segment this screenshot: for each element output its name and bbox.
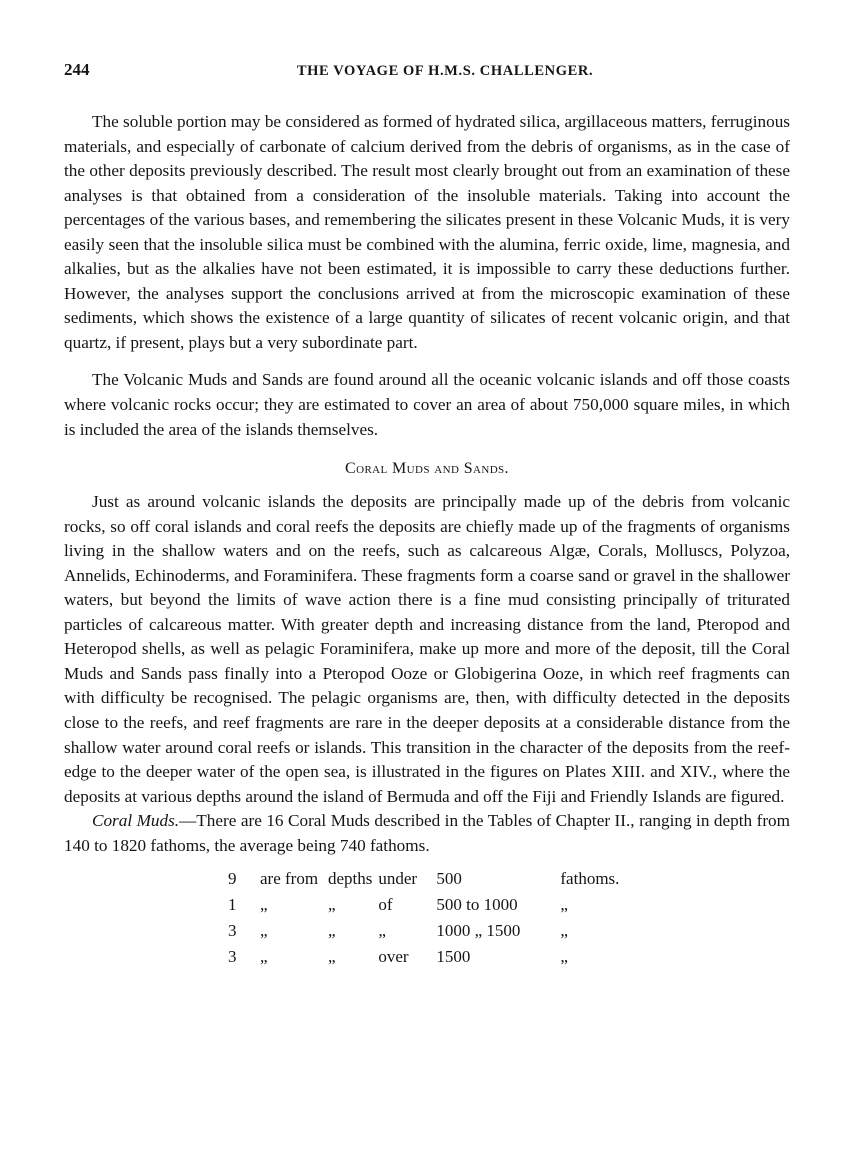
row-unit: „ (560, 921, 568, 941)
row-range: 500 (436, 869, 462, 889)
row-ditto-depths: depths (328, 869, 373, 889)
row-relation: of (378, 895, 393, 915)
table-row (228, 944, 626, 970)
paragraph-soluble-portion: The soluble portion may be considered as formed of hydrated silica, argillaceous matters, ferruginous materials, and especially of carbonate of calcium derived from the debris of organisms, as in the case of the other deposits previously described. The result most clearly brought out from an examination of these analyses is that obtained from a consideration of the insoluble materials. Taking into account the percentages of the various bases, and remembering the silicates present in these Volcanic Muds, it is very easily seen that the insoluble silica must be combined with the alumina, ferric oxide, lime, magnesia, and alkalies, but as the alkalies have not been estimated, it is impossible to carry these deductions further. However, the analyses support the conclusions arrived at from the microscopic examination of these sediments, which shows the existence of a large quantity of silicates of recent volcanic origin, and that quartz, if present, plays but a very subordinate part. (64, 112, 790, 352)
running-head: THE VOYAGE OF H.M.S. CHALLENGER. (296, 63, 594, 79)
coral-muds-subhead: Coral Muds. (92, 811, 180, 831)
section-heading-coral-muds: Coral Muds and Sands. (345, 460, 509, 478)
paragraph-volcanic-muds-distribution: The Volcanic Muds and Sands are found around all the oceanic volcanic islands and off those coasts where volcanic rocks occur; they are estimated to cover an area of about 750,000 square miles, in which is included the area of the islands themselves. (64, 370, 790, 439)
table-row (228, 918, 626, 944)
paragraph-coral-deposits: Just as around volcanic islands the deposits are principally made up of the debris from volcanic rocks, so off coral islands and coral reefs the deposits are chiefly made up of the fragments of organisms living in the shallow waters and on the reefs, such as calcareous Algæ, Corals, Molluscs, Polyzoa, Annelids, Echinoderms, and Foraminifera. These fragments form a coarse sand or gravel in the shallower waters, but beyond the limits of wave action there is a fine mud consisting principally of triturated particles of calcareous matter. With greater depth and increasing distance from the land, Pteropod and Heteropod shells, as well as pelagic Foraminifera, make up more and more of the deposit, till the Coral Muds and Sands pass finally into a Pteropod Ooze or Globigerina Ooze, in which reef fragments can with difficulty be recognised. The pelagic organisms are, then, with difficulty detected in the deposits close to the reefs, and reef fragments are rare in the deeper deposits at a considerable distance from the shallow water around coral reefs or islands. This transition in the character of the deposits from the reef-edge to the deeper water of the open sea, is illustrated in the figures on Plates XIII. and XIV., where the deposits at various depths around the island of Bermuda and off the Fiji and Friendly Islands are figured. (64, 492, 790, 806)
row-ditto-from: „ (260, 895, 268, 915)
row-count: 1 (228, 895, 237, 915)
row-unit: fathoms. (560, 869, 620, 889)
row-ditto-depths: „ (328, 895, 336, 915)
depth-distribution-table (228, 866, 626, 970)
body-text (64, 110, 790, 970)
row-relation: over (378, 947, 409, 967)
row-range: 500 to 1000 (436, 895, 518, 915)
row-ditto-from: are from (260, 869, 319, 889)
row-unit: „ (560, 895, 568, 915)
page-header (64, 60, 790, 86)
row-range: 1500 (436, 947, 471, 967)
row-ditto-from: „ (260, 921, 268, 941)
row-range: 1000 „ 1500 (436, 921, 521, 941)
paragraph-coral-muds-summary (64, 809, 790, 858)
row-ditto-depths: „ (328, 947, 336, 967)
row-relation: under (378, 869, 418, 889)
row-ditto-from: „ (260, 947, 268, 967)
row-count: 3 (228, 947, 237, 967)
row-relation: „ (378, 921, 386, 941)
row-unit: „ (560, 947, 568, 967)
page-number: 244 (64, 60, 90, 79)
row-count: 9 (228, 869, 237, 889)
row-count: 3 (228, 921, 237, 941)
table-row (228, 866, 626, 892)
table-row (228, 892, 626, 918)
coral-muds-summary-text: —There are 16 Coral Muds described in the Tables of Chapter II., ranging in depth from 140 to 1820 fathoms, the average being 740 fathoms. (64, 811, 791, 855)
row-ditto-depths: „ (328, 921, 336, 941)
